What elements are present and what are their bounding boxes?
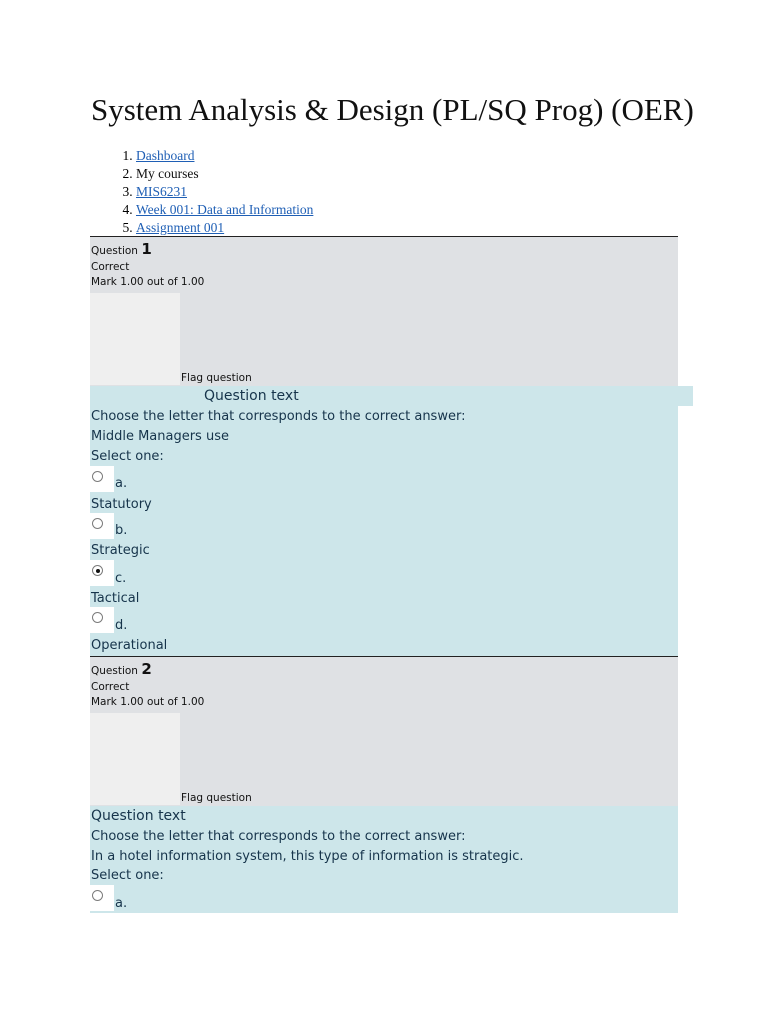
question-1-heading	[91, 240, 152, 258]
breadcrumb-link-week[interactable]: Week 001: Data and Information	[136, 202, 314, 217]
question-1-option-c-text[interactable]: Tactical	[91, 591, 140, 606]
question-1-content	[90, 386, 678, 656]
question-1-state: Correct	[91, 261, 130, 273]
question-1-qtext-tab	[677, 386, 693, 406]
breadcrumb-item-course[interactable]	[136, 183, 313, 201]
question-1-option-d-radio[interactable]	[92, 612, 103, 623]
question-1-option-a-letter: a.	[115, 476, 128, 491]
question-2-flag-icon[interactable]	[90, 713, 180, 805]
question-2-content	[90, 806, 678, 913]
breadcrumb	[98, 147, 313, 237]
question-2-option-a-radio[interactable]	[92, 890, 103, 901]
question-2-select-label: Select one:	[91, 868, 164, 883]
question-1-option-d-letter: d.	[115, 618, 128, 633]
question-1-info	[90, 236, 678, 386]
breadcrumb-item-dashboard[interactable]	[136, 147, 313, 165]
question-1-option-b-letter: b.	[115, 523, 128, 538]
question-1-flag-icon[interactable]	[90, 293, 180, 385]
question-1-option-b-radio[interactable]	[92, 518, 103, 529]
question-2-instruction: Choose the letter that corresponds to the correct answer:	[91, 829, 466, 844]
breadcrumb-link-course[interactable]: MIS6231	[136, 184, 188, 199]
question-1-instruction: Choose the letter that corresponds to the correct answer:	[91, 409, 466, 424]
breadcrumb-item-my-courses	[136, 165, 313, 183]
question-1-qtext-heading: Question text	[204, 388, 299, 404]
question-2-state: Correct	[91, 681, 130, 693]
question-1-flag-link[interactable]: Flag question	[181, 372, 252, 384]
question-1-grade: Mark 1.00 out of 1.00	[91, 276, 205, 288]
question-1-option-c-radio[interactable]	[92, 565, 103, 576]
breadcrumb-item-week[interactable]	[136, 201, 313, 219]
breadcrumb-text-my-courses: My courses	[136, 166, 199, 181]
question-1-option-a-text[interactable]: Statutory	[91, 497, 152, 512]
question-2-option-a-letter: a.	[115, 896, 128, 911]
question-1-prefix: Question	[91, 245, 138, 257]
breadcrumb-link-dashboard[interactable]: Dashboard	[136, 148, 195, 163]
breadcrumb-item-assignment[interactable]	[136, 219, 313, 237]
question-2-prefix: Question	[91, 665, 138, 677]
question-1-option-a-radio[interactable]	[92, 471, 103, 482]
question-2-heading	[91, 660, 152, 678]
breadcrumb-link-assignment[interactable]: Assignment 001	[136, 220, 225, 235]
question-1-prompt: Middle Managers use	[91, 429, 229, 444]
question-1-select-label: Select one:	[91, 449, 164, 464]
question-2-prompt: In a hotel information system, this type of information is strategic.	[91, 849, 524, 864]
question-2-info	[90, 656, 678, 806]
question-2-flag-link[interactable]: Flag question	[181, 792, 252, 804]
page-title: System Analysis & Design (PL/SQ Prog) (OER)	[91, 92, 694, 127]
question-1-option-d-text[interactable]: Operational	[91, 638, 168, 653]
question-1-option-b-text[interactable]: Strategic	[91, 543, 150, 558]
question-2-number: 2	[141, 660, 152, 678]
question-2-qtext-heading: Question text	[91, 808, 186, 824]
question-1-number: 1	[141, 240, 152, 258]
question-2-grade: Mark 1.00 out of 1.00	[91, 696, 205, 708]
question-1-option-c-letter: c.	[115, 571, 127, 586]
